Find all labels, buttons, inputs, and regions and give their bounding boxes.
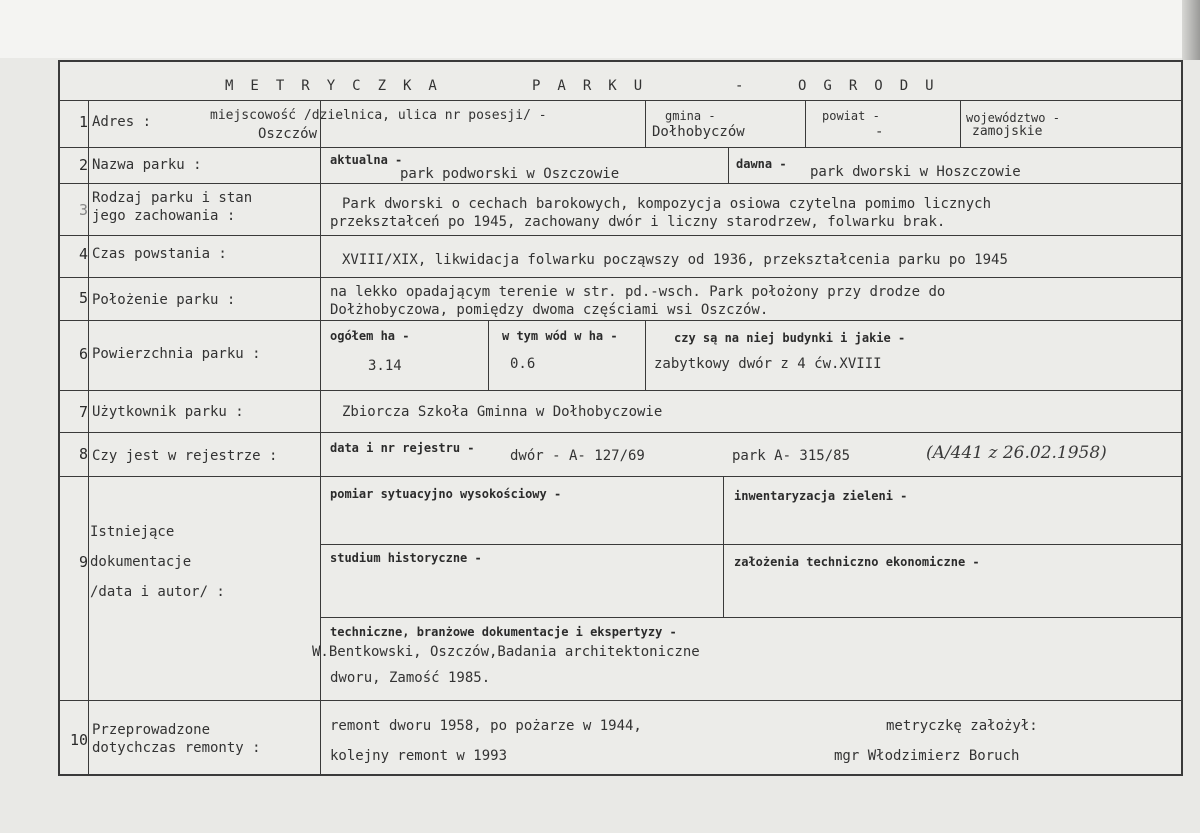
renovations-line-1: remont dworu 1958, po pożarze w 1944, — [330, 718, 642, 734]
number-column-rule — [88, 100, 89, 776]
row-label-area: Powierzchnia parku : — [92, 346, 261, 362]
row-number: 4 — [78, 245, 88, 263]
origin-date-value: XVIII/XIX, likwidacja folwarku począwszy od 1936, przekształcenia parku po 1945 — [342, 252, 1008, 268]
location-value: Oszczów — [258, 126, 318, 142]
rule — [60, 700, 1181, 701]
rule — [60, 277, 1181, 278]
row-label-user: Użytkownik parku : — [92, 404, 244, 420]
register-dwor-value: dwór - A- 127/69 — [510, 448, 645, 464]
park-user-value: Zbiorcza Szkoła Gminna w Dołhobyczowie — [342, 404, 663, 420]
row-number: 9 — [78, 553, 88, 571]
park-type-line-2: przekształceń po 1945, zachowany dwór i liczny starodrzew, folwarku brak. — [330, 214, 946, 230]
gmina-label: gmina - — [665, 109, 716, 123]
row-label-type-2: jego zachowania : — [92, 208, 236, 224]
rule — [723, 476, 724, 617]
location-line-2: Dołżhobyczowa, pomiędzy dwoma częściami wsi Oszczów. — [330, 302, 769, 318]
rule — [728, 147, 729, 183]
historical-study-label: studium historyczne - — [330, 551, 482, 565]
row-label-docs-2: dokumentacje — [90, 554, 192, 570]
total-area-value: 3.14 — [368, 358, 402, 374]
technical-docs-line-1: W.Bentkowski, Oszczów,Badania architektoniczne — [312, 644, 700, 660]
rule — [60, 183, 1181, 184]
water-area-label: w tym wód w ha - — [502, 329, 618, 343]
handwritten-register-note: (A/441 z 26.02.1958) — [926, 443, 1107, 463]
powiat-value: - — [875, 124, 884, 140]
rule — [320, 617, 1181, 618]
label-column-rule — [320, 100, 321, 776]
rule — [60, 432, 1181, 433]
row-label-location: Położenie parku : — [92, 292, 236, 308]
row-label-address: Adres : — [92, 114, 152, 130]
location-line-1: na lekko opadającym terenie w str. pd.-wsch. Park położony przy drodze do — [330, 284, 946, 300]
title-dash: - — [735, 78, 744, 94]
gmina-value: Dołhobyczów — [652, 124, 745, 140]
row-label-renovations-1: Przeprowadzone — [92, 722, 211, 738]
top-paper-strip — [0, 0, 1200, 58]
row-number: 3 — [78, 201, 88, 219]
technical-docs-label: techniczne, branżowe dokumentacje i ekspertyzy - — [330, 625, 677, 639]
former-name-label: dawna - — [736, 157, 787, 171]
row-number: 7 — [78, 403, 88, 421]
buildings-label: czy są na niej budynki i jakie - — [674, 331, 906, 345]
buildings-value: zabytkowy dwór z 4 ćw.XVIII — [654, 356, 882, 372]
greenery-inventory-label: inwentaryzacja zieleni - — [734, 489, 908, 503]
author-value: mgr Włodzimierz Boruch — [834, 748, 1020, 764]
title-word-2: PARKU — [532, 78, 660, 94]
row-label-docs-1: Istniejące — [90, 524, 175, 540]
technical-assumptions-label: założenia techniczno ekonomiczne - — [734, 555, 980, 569]
rule — [805, 100, 806, 147]
renovations-line-2: kolejny remont w 1993 — [330, 748, 508, 764]
row-label-date: Czas powstania : — [92, 246, 227, 262]
rule — [60, 100, 1181, 101]
row-label-docs-3: /data i autor/ : — [90, 584, 225, 600]
former-name-value: park dworski w Hoszczowie — [810, 164, 1021, 180]
row-label-name: Nazwa parku : — [92, 157, 202, 173]
row-number: 6 — [78, 345, 88, 363]
water-area-value: 0.6 — [510, 356, 536, 372]
binder-edge — [1182, 0, 1200, 60]
rule — [60, 476, 1181, 477]
survey-label: pomiar sytuacyjno wysokościowy - — [330, 487, 562, 501]
row-label-type-1: Rodzaj parku i stan — [92, 190, 253, 206]
technical-docs-line-2: dworu, Zamość 1985. — [330, 670, 491, 686]
park-record-card — [58, 60, 1183, 776]
rule — [60, 390, 1181, 391]
rule — [60, 320, 1181, 321]
title-word-3: OGRODU — [798, 78, 951, 94]
rule — [488, 320, 489, 390]
rule — [320, 544, 1181, 545]
register-park-value: park A- 315/85 — [732, 448, 851, 464]
row-number: 1 — [78, 113, 88, 131]
row-number: 2 — [78, 156, 88, 174]
wojewodztwo-value: zamojskie — [972, 124, 1043, 139]
powiat-label: powiat - — [822, 109, 880, 123]
current-name-label: aktualna - — [330, 153, 403, 167]
row-number: 5 — [78, 289, 88, 307]
register-label: data i nr rejestru - — [330, 441, 475, 455]
row-label-register: Czy jest w rejestrze : — [92, 448, 278, 464]
author-label: metryczkę założył: — [886, 718, 1038, 734]
rule — [645, 320, 646, 390]
rule — [960, 100, 961, 147]
row-number: 8 — [78, 445, 88, 463]
total-area-label: ogółem ha - — [330, 329, 410, 343]
rule — [60, 147, 1181, 148]
current-name-value: park podworski w Oszczowie — [400, 166, 620, 182]
row-number: 10 — [69, 731, 88, 749]
rule — [645, 100, 646, 147]
row-label-renovations-2: dotychczas remonty : — [92, 740, 261, 756]
rule — [60, 235, 1181, 236]
location-label: miejscowość /dzielnica, ulica nr posesji/ - — [210, 108, 547, 123]
title-word-1: METRYCZKA — [225, 78, 454, 94]
park-type-line-1: Park dworski o cechach barokowych, kompozycja osiowa czytelna pomimo licznych — [342, 196, 992, 212]
wojewodztwo-label: województwo - — [966, 111, 1060, 125]
